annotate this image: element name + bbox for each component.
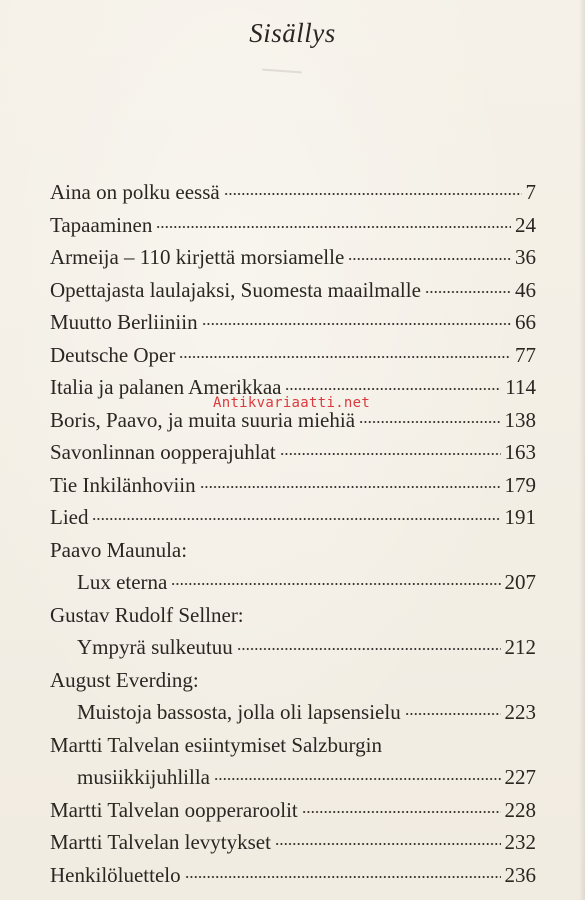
toc-entry xyxy=(50,859,536,892)
toc-entry-title: Boris, Paavo, ja muita suuria miehiä xyxy=(50,407,356,432)
toc-leader-dots xyxy=(171,583,500,585)
toc-entry-title: Armeija – 110 kirjettä morsiamelle xyxy=(50,245,345,269)
page-title: Sisällys xyxy=(249,18,336,48)
toc-section-heading xyxy=(50,599,536,632)
toc-entry xyxy=(50,241,536,274)
toc-leader-dots xyxy=(275,843,501,845)
toc-entry xyxy=(50,826,536,859)
toc-entry-page: 138 xyxy=(504,407,536,432)
toc-entry-page: 223 xyxy=(504,700,536,724)
toc-entry xyxy=(50,631,536,664)
toc-leader-dots xyxy=(405,713,501,715)
toc-leader-dots xyxy=(224,193,522,195)
toc-entry-page: 114 xyxy=(505,375,536,399)
toc-entry-title: Lied xyxy=(50,505,89,529)
toc-entry-page: 46 xyxy=(515,277,536,302)
toc-leader-dots xyxy=(348,258,511,260)
toc-entry xyxy=(50,274,536,307)
toc-leader-dots xyxy=(237,648,501,650)
toc-entry-title: musiikkijuhlilla xyxy=(77,765,211,789)
toc-entry-page: 7 xyxy=(525,180,536,204)
page-edge-shadow xyxy=(579,0,585,900)
paper-smudge xyxy=(262,69,302,74)
toc-entry xyxy=(50,176,536,209)
toc-entry xyxy=(50,794,536,827)
toc-entry-title: Aina on polku eessä xyxy=(50,180,220,204)
toc-entry-page: 227 xyxy=(504,765,536,789)
toc-entry-page: 207 xyxy=(504,570,536,594)
toc-leader-dots xyxy=(202,323,511,325)
toc-entry-title: Henkilöluettelo xyxy=(50,862,181,887)
toc-leader-dots xyxy=(179,356,511,358)
toc-entry-page: 191 xyxy=(504,505,536,529)
toc-entry-title: Opettajasta laulajaksi, Suomesta maailmalle xyxy=(50,277,421,302)
toc-entry xyxy=(50,209,536,242)
toc-entry-title: Tapaaminen xyxy=(50,212,153,237)
toc-section-heading xyxy=(50,729,536,762)
toc-entry-title: Ympyrä sulkeutuu xyxy=(77,635,233,659)
toc-leader-dots xyxy=(285,388,501,390)
toc-entry-page: 212 xyxy=(504,635,536,659)
toc-entry-page: 24 xyxy=(515,212,536,237)
toc-entry xyxy=(50,566,536,599)
toc-leader-dots xyxy=(156,226,511,228)
toc-entry-page: 66 xyxy=(515,310,536,334)
toc-entry xyxy=(50,436,536,469)
toc-entry-title: Martti Talvelan esiintymiset Salzburgin xyxy=(50,732,382,757)
toc-entry-title: Savonlinnan oopperajuhlat xyxy=(50,440,276,464)
toc-section-heading xyxy=(50,664,536,697)
toc-leader-dots xyxy=(359,421,500,423)
toc-entry-page: 236 xyxy=(504,862,536,887)
toc-entry xyxy=(50,501,536,534)
toc-entry-title: Deutsche Oper xyxy=(50,342,176,367)
toc-entry xyxy=(50,696,536,729)
watermark-text: Antikvariaatti.net xyxy=(213,395,371,411)
toc-entry-title: Martti Talvelan oopperaroolit xyxy=(50,797,298,822)
toc-section-heading xyxy=(50,534,536,567)
toc-entry xyxy=(50,339,536,372)
toc-entry-page: 232 xyxy=(504,830,536,854)
toc-entry-title: Lux eterna xyxy=(77,570,168,594)
toc-entry-page: 228 xyxy=(504,797,536,822)
toc-entry-title: Martti Talvelan levytykset xyxy=(50,830,271,854)
toc-entry-title: Paavo Maunula: xyxy=(50,537,188,562)
toc-leader-dots xyxy=(185,876,501,878)
toc-entry-page: 36 xyxy=(515,245,536,269)
toc-entry-page: 163 xyxy=(504,440,536,464)
toc-entry-page: 179 xyxy=(504,472,536,497)
toc-entry xyxy=(50,469,536,502)
table-of-contents xyxy=(50,176,536,891)
toc-entry-page: 77 xyxy=(515,342,536,367)
toc-entry xyxy=(50,761,536,794)
toc-leader-dots xyxy=(280,453,501,455)
toc-leader-dots xyxy=(92,518,500,520)
toc-leader-dots xyxy=(200,486,501,488)
toc-leader-dots xyxy=(425,291,511,293)
toc-entry-title: Muistoja bassosta, jolla oli lapsensielu xyxy=(77,700,401,724)
toc-entry-title: Muutto Berliiniin xyxy=(50,310,198,334)
toc-entry-title: Italia ja palanen Amerikkaa xyxy=(50,375,282,399)
toc-entry xyxy=(50,306,536,339)
toc-entry-title: Gustav Rudolf Sellner: xyxy=(50,602,244,627)
toc-entry-title: Tie Inkilänhoviin xyxy=(50,472,196,497)
toc-entry-title: August Everding: xyxy=(50,667,199,692)
toc-leader-dots xyxy=(214,778,500,780)
toc-leader-dots xyxy=(302,811,501,813)
